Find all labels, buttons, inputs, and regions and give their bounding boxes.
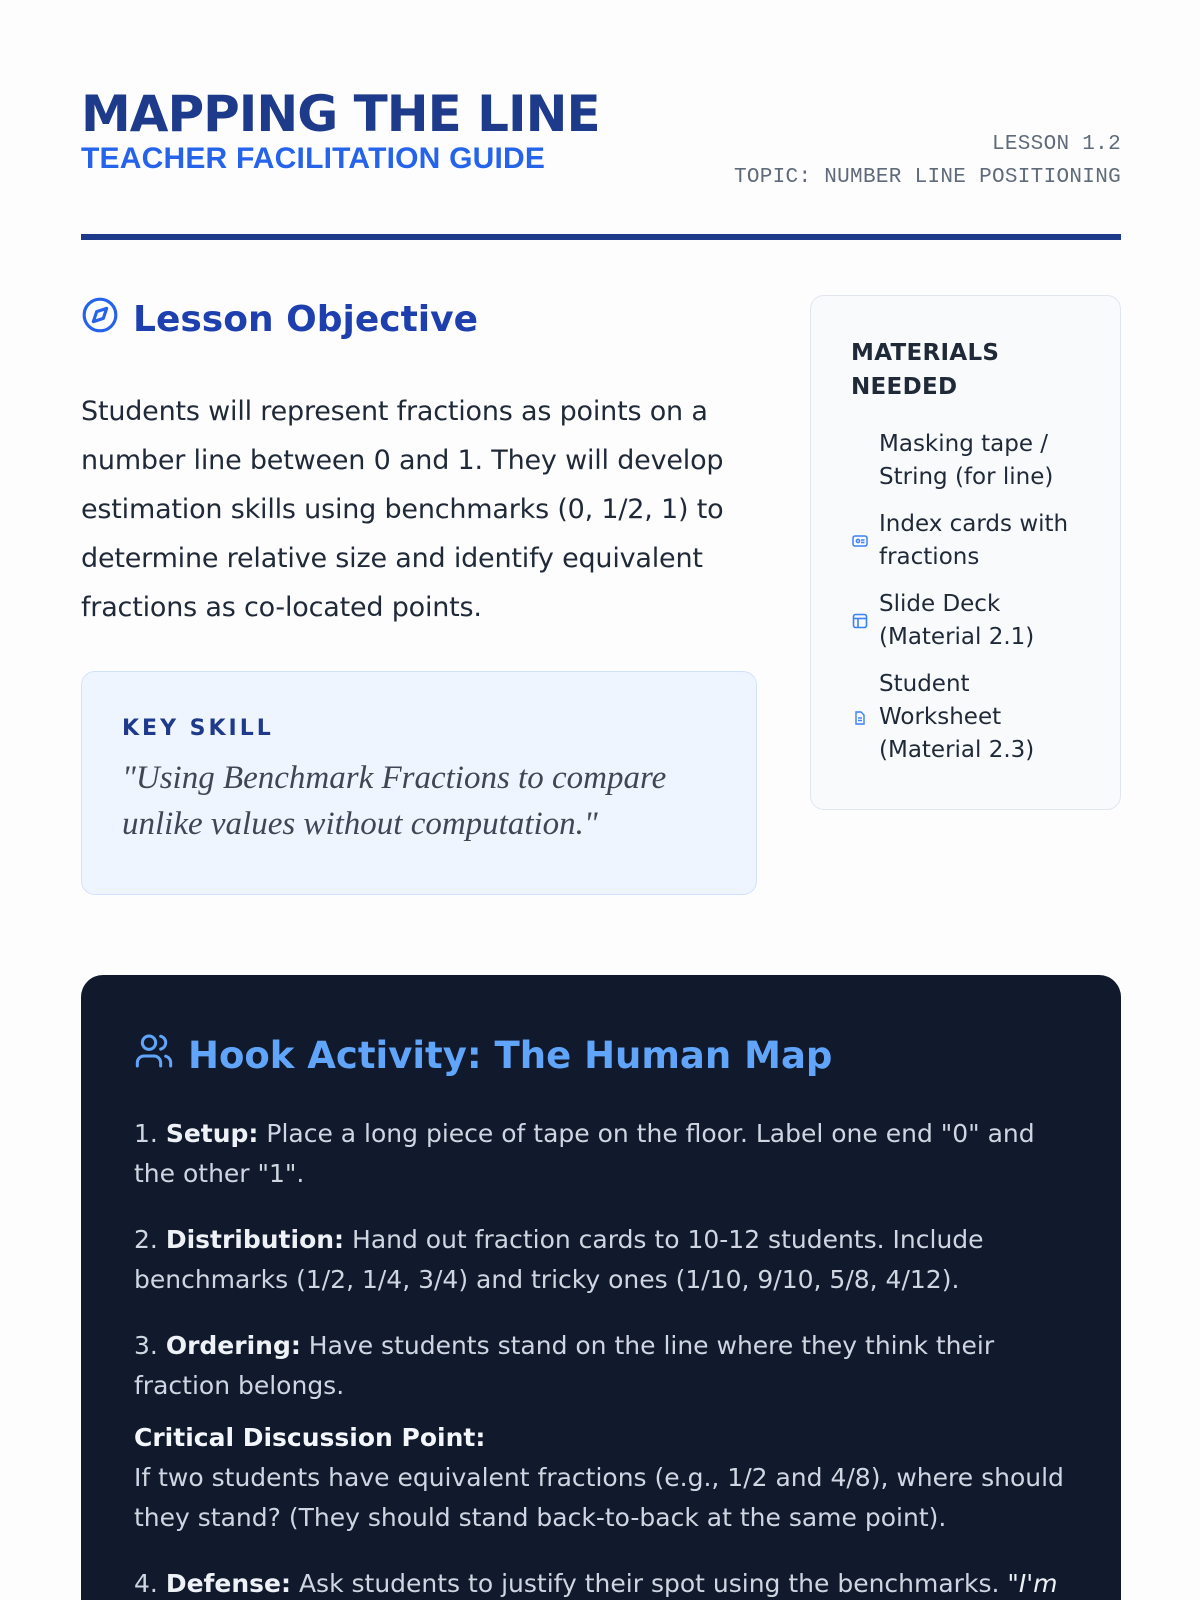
step-text: Place a long piece of tape on the floor. Label one end "0" and the other "1". bbox=[134, 1119, 1035, 1188]
step-number: 4. bbox=[134, 1569, 158, 1598]
lesson-objective-heading bbox=[81, 296, 757, 343]
hook-step bbox=[134, 1326, 1068, 1406]
key-skill-callout bbox=[81, 671, 757, 895]
step-quote: "I'm bbox=[1007, 1569, 1058, 1598]
step-text: Hand out fraction cards to 10-12 students. Include benchmarks (1/2, 1/4, 3/4) and tricky ones (1/10, 9/10, 5/8, 4/12). bbox=[134, 1225, 984, 1294]
critical-discussion-heading: Critical Discussion Point: bbox=[134, 1423, 486, 1452]
material-label: Slide Deck (Material 2.1) bbox=[879, 591, 1035, 650]
hook-steps bbox=[134, 1114, 1068, 1600]
compass-icon bbox=[81, 296, 119, 343]
users-icon bbox=[134, 1031, 174, 1080]
hook-activity-heading bbox=[134, 1031, 1068, 1080]
card-icon bbox=[851, 534, 869, 548]
material-item-slide-deck bbox=[851, 588, 1080, 654]
material-item-index-cards bbox=[851, 508, 1080, 574]
lesson-topic: TOPIC: NUMBER LINE POSITIONING bbox=[733, 166, 1121, 189]
key-skill-label: KEY SKILL bbox=[122, 716, 274, 741]
key-skill-quote: "Using Benchmark Fractions to compare unlike values without computation." bbox=[122, 760, 667, 842]
materials-panel bbox=[810, 295, 1121, 810]
critical-discussion-text: If two students have equivalent fractions (e.g., 1/2 and 4/8), where should they stand? (They should stand back-to-back at the same point). bbox=[134, 1463, 1064, 1532]
hook-activity-title: Hook Activity: The Human Map bbox=[188, 1034, 833, 1077]
step-number: 2. bbox=[134, 1225, 158, 1254]
materials-heading: MATERIALS NEEDED bbox=[851, 340, 1000, 400]
material-label: Index cards with fractions bbox=[879, 511, 1069, 570]
material-label: Student Worksheet (Material 2.3) bbox=[879, 671, 1035, 763]
materials-list bbox=[851, 428, 1080, 767]
material-item-tape bbox=[851, 428, 1080, 494]
step-label: Distribution: bbox=[165, 1225, 345, 1254]
page-title: MAPPING THE LINE bbox=[81, 85, 600, 143]
step-number: 1. bbox=[134, 1119, 158, 1148]
hook-step bbox=[134, 1114, 1068, 1194]
step-text: Ask students to justify their spot using the benchmarks. bbox=[298, 1569, 1000, 1598]
critical-discussion-point bbox=[134, 1418, 1068, 1538]
hook-step bbox=[134, 1564, 1068, 1600]
file-icon bbox=[851, 711, 869, 725]
step-label: Ordering: bbox=[165, 1331, 301, 1360]
hook-step bbox=[134, 1220, 1068, 1300]
material-item-worksheet bbox=[851, 668, 1080, 767]
step-label: Defense: bbox=[165, 1569, 291, 1598]
step-label: Setup: bbox=[165, 1119, 259, 1148]
lesson-number: LESSON 1.2 bbox=[991, 133, 1121, 156]
step-number: 3. bbox=[134, 1331, 158, 1360]
page-subtitle: TEACHER FACILITATION GUIDE bbox=[81, 142, 546, 175]
step-text: Have students stand on the line where they think their fraction belongs. bbox=[134, 1331, 995, 1400]
page-header bbox=[81, 84, 1121, 240]
lesson-objective-title: Lesson Objective bbox=[133, 299, 479, 340]
lesson-objective-text: Students will represent fractions as points on a number line between 0 and 1. They will develop estimation skills using benchmarks (0, 1/2, 1) to determine relative size and identify equivalent fractions as co-located points. bbox=[81, 396, 724, 623]
layout-icon bbox=[851, 613, 869, 629]
header-divider bbox=[81, 234, 1121, 240]
lesson-objective-section bbox=[81, 296, 757, 632]
material-label: Masking tape / String (for line) bbox=[879, 431, 1054, 490]
lesson-meta bbox=[734, 128, 1121, 194]
hook-activity-section bbox=[81, 975, 1121, 1600]
